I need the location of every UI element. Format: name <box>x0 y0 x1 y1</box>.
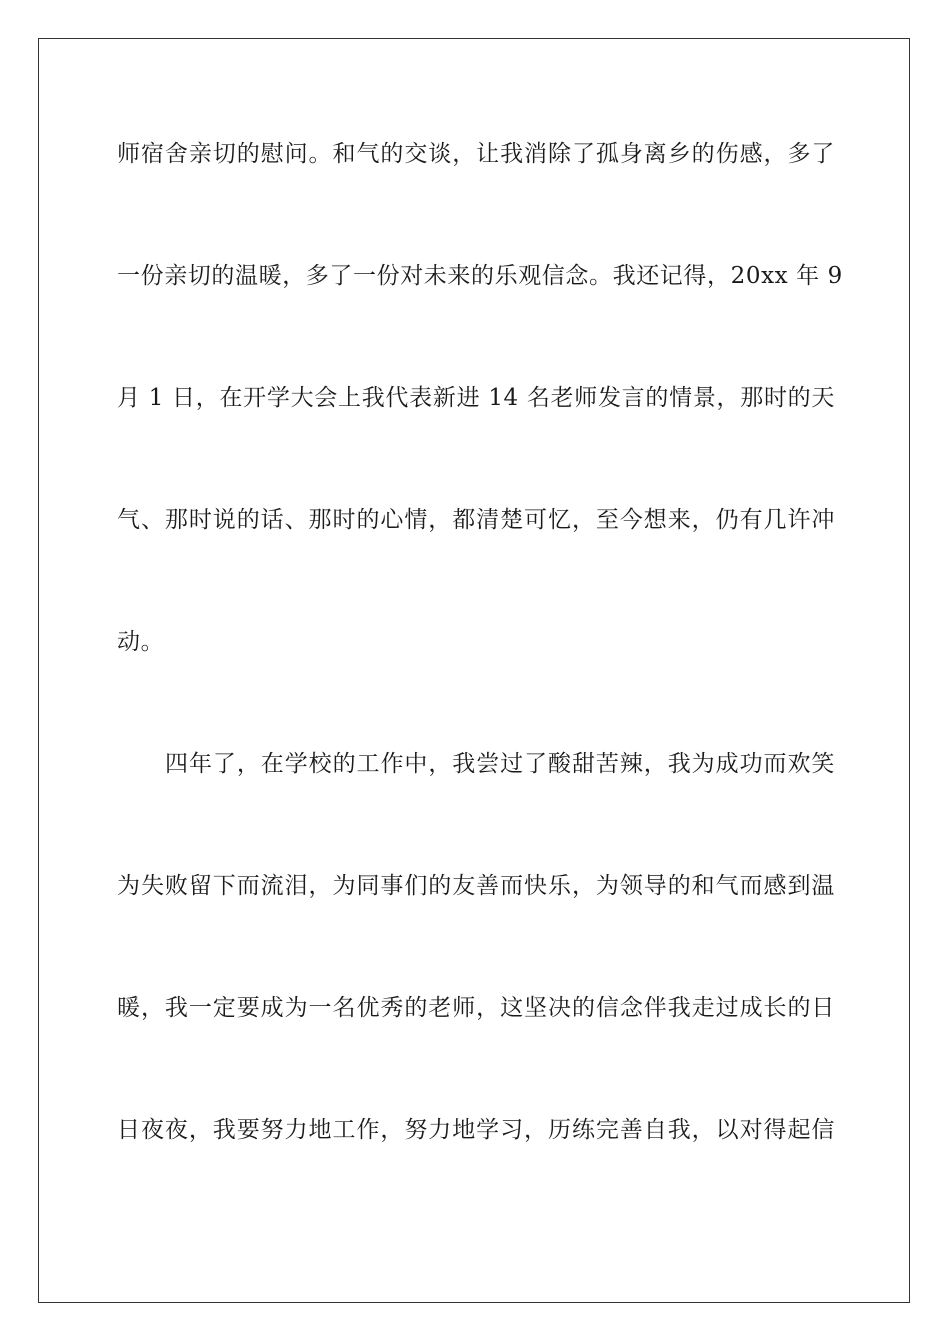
text-line: 气、那时说的话、那时的心情，都清楚可忆，至今想来，仍有几许冲 <box>117 507 835 533</box>
text-line: 一份亲切的温暖，多了一份对未来的乐观信念。我还记得，20xx 年 9 <box>117 263 843 289</box>
text-line: 日夜夜，我要努力地工作，努力地学习，历练完善自我，以对得起信 <box>117 1117 835 1143</box>
text-line: 为失败留下而流泪，为同事们的友善而快乐，为领导的和气而感到温 <box>117 873 835 899</box>
text-line: 师宿舍亲切的慰问。和气的交谈，让我消除了孤身离乡的伤感，多了 <box>117 141 835 167</box>
text-line: 暖，我一定要成为一名优秀的老师，这坚决的信念伴我走过成长的日 <box>117 995 835 1021</box>
text-line: 月 1 日，在开学大会上我代表新进 14 名老师发言的情景，那时的天 <box>117 385 835 411</box>
text-line: 动。 <box>117 629 165 655</box>
text-line: 四年了，在学校的工作中，我尝过了酸甜苦辣，我为成功而欢笑 <box>165 751 835 777</box>
document-page <box>38 38 910 1303</box>
